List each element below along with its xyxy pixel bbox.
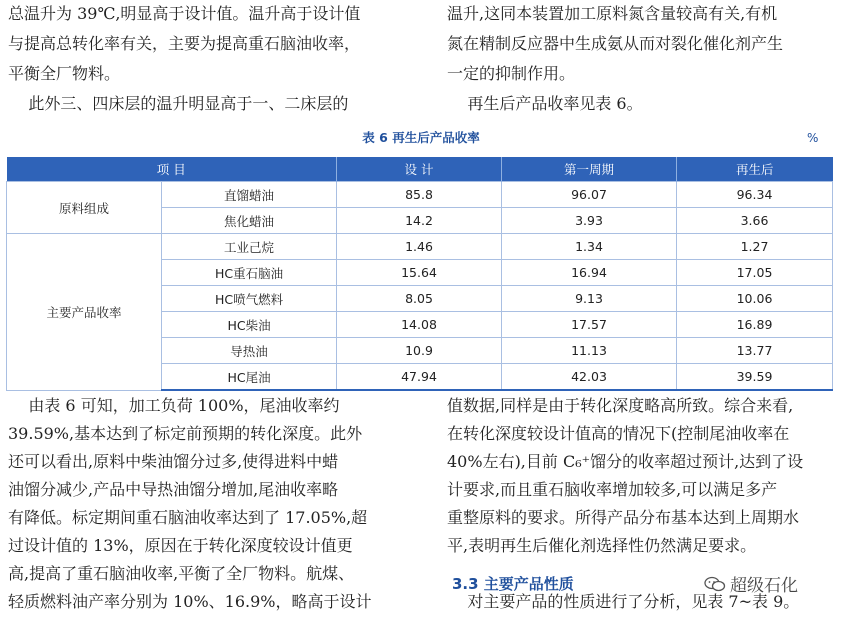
- cycle1-cell: 1.34: [502, 234, 677, 260]
- body-text-line: 一定的抑制作用。: [447, 64, 576, 83]
- design-cell: 10.9: [337, 338, 502, 364]
- regen-cell: 3.66: [677, 208, 833, 234]
- group-label: 原料组成: [7, 182, 162, 234]
- body-text-line: 此外三、四床层的温升明显高于一、二床层的: [8, 94, 349, 113]
- design-cell: 85.8: [337, 182, 502, 208]
- table-row: [7, 182, 833, 208]
- body-text-line: 高,提高了重石脑油收率,平衡了全厂物料。航煤、: [8, 564, 355, 583]
- body-text-line: 还可以看出,原料中柴油馏分过多,使得进料中蜡: [8, 452, 339, 471]
- body-text-line: 再生后产品收率见表 6。: [447, 94, 643, 113]
- table-unit: %: [807, 131, 819, 145]
- body-text-line: 重整原料的要求。所得产品分布基本达到上周期水: [447, 508, 800, 527]
- item-cell: HC喷气燃料: [162, 286, 337, 312]
- table-header-row: [7, 157, 833, 182]
- header-item: 项 目: [7, 157, 337, 182]
- design-cell: 15.64: [337, 260, 502, 286]
- item-cell: 导热油: [162, 338, 337, 364]
- cycle1-cell: 42.03: [502, 364, 677, 391]
- group-label: 主要产品收率: [7, 234, 162, 391]
- cycle1-cell: 16.94: [502, 260, 677, 286]
- regen-cell: 39.59: [677, 364, 833, 391]
- body-text-line: 在转化深度较设计值高的情况下(控制尾油收率在: [447, 424, 790, 443]
- table-caption: 表 6 再生后产品收率: [362, 130, 480, 145]
- body-text-line: 油馏分减少,产品中导热油馏分增加,尾油收率略: [8, 480, 339, 499]
- design-cell: 47.94: [337, 364, 502, 391]
- regen-cell: 17.05: [677, 260, 833, 286]
- body-text-line: 39.59%,基本达到了标定前预期的转化深度。此外: [8, 424, 363, 443]
- regen-cell: 13.77: [677, 338, 833, 364]
- product-yield-table: [6, 157, 833, 391]
- body-text-line: 过设计值的 13%，原因在于转化深度较设计值更: [8, 536, 353, 555]
- item-cell: HC柴油: [162, 312, 337, 338]
- body-text-line: 平,表明再生后催化剂选择性仍然满足要求。: [447, 536, 757, 555]
- design-cell: 14.2: [337, 208, 502, 234]
- item-cell: 工业己烷: [162, 234, 337, 260]
- design-cell: 14.08: [337, 312, 502, 338]
- body-text-line: 值数据,同样是由于转化深度略高所致。综合来看,: [447, 396, 794, 415]
- cycle1-cell: 11.13: [502, 338, 677, 364]
- cycle1-cell: 3.93: [502, 208, 677, 234]
- cycle1-cell: 9.13: [502, 286, 677, 312]
- body-text-line: 总温升为 39℃,明显高于设计值。温升高于设计值: [8, 4, 361, 23]
- item-cell: 焦化蜡油: [162, 208, 337, 234]
- regen-cell: 16.89: [677, 312, 833, 338]
- item-cell: HC尾油: [162, 364, 337, 391]
- item-cell: HC重石脑油: [162, 260, 337, 286]
- header-cycle1: 第一周期: [502, 157, 677, 182]
- body-text-line: 平衡全厂物料。: [8, 64, 121, 83]
- watermark-text: 超级石化: [730, 576, 798, 596]
- header-design: 设 计: [337, 157, 502, 182]
- regen-cell: 1.27: [677, 234, 833, 260]
- header-regen: 再生后: [677, 157, 833, 182]
- design-cell: 8.05: [337, 286, 502, 312]
- body-text-line: 计要求,而且重石脑收率增加较多,可以满足多产: [447, 480, 778, 499]
- body-text-line: 由表 6 可知，加工负荷 100%，尾油收率约: [8, 396, 340, 415]
- item-cell: 直馏蜡油: [162, 182, 337, 208]
- section-heading: 3.3 主要产品性质: [452, 575, 574, 593]
- body-text-line: 轻质燃料油产率分别为 10%、16.9%，略高于设计: [8, 592, 372, 611]
- body-text-line: 有降低。标定期间重石脑油收率达到了 17.05%,超: [8, 508, 368, 527]
- regen-cell: 10.06: [677, 286, 833, 312]
- body-text-line: 氮在精制反应器中生成氨从而对裂化催化剂产生: [447, 34, 784, 53]
- body-text-line: 与提高总转化率有关，主要为提高重石脑油收率，: [8, 34, 361, 53]
- cycle1-cell: 17.57: [502, 312, 677, 338]
- table-row: [7, 234, 833, 260]
- cycle1-cell: 96.07: [502, 182, 677, 208]
- body-text-line: 对主要产品的性质进行了分析，见表 7~表 9。: [447, 592, 800, 611]
- body-text-line: 温升,这同本装置加工原料氮含量较高有关,有机: [447, 4, 778, 23]
- body-text-line: 40%左右),目前 C₆⁺馏分的收率超过预计,达到了设: [447, 452, 804, 471]
- regen-cell: 96.34: [677, 182, 833, 208]
- design-cell: 1.46: [337, 234, 502, 260]
- wechat-icon: [704, 576, 726, 592]
